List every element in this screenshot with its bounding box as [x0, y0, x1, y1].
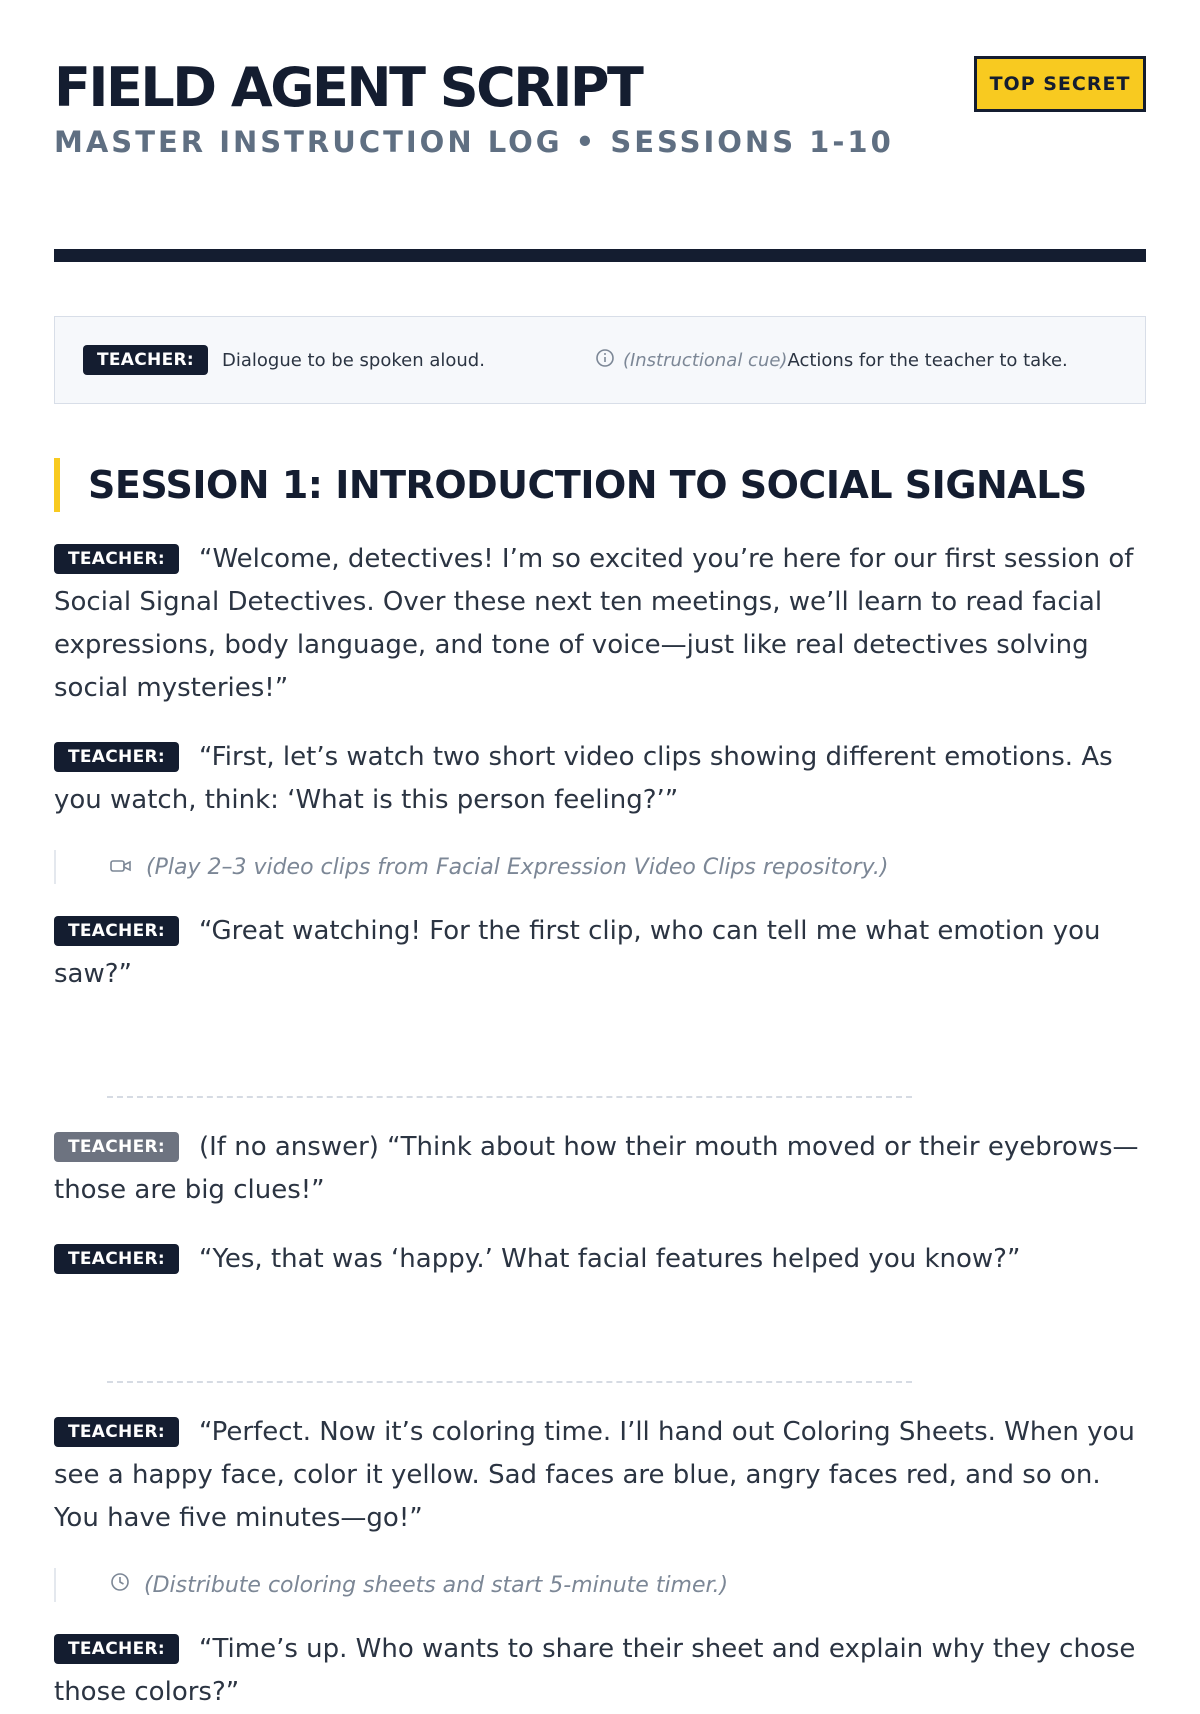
cue-text: (Play 2–3 video clips from Facial Expression Video Clips repository.) [146, 854, 889, 880]
teacher-badge: TEACHER: [54, 544, 179, 574]
teacher-badge: TEACHER: [54, 1417, 179, 1447]
cue-text: (Distribute coloring sheets and start 5-minute timer.) [144, 1572, 729, 1598]
teacher-badge: TEACHER: [54, 916, 179, 946]
teacher-line [54, 1126, 1146, 1212]
dialogue-text: (If no answer) “Think about how their mouth moved or their eyebrows—those are big clues!” [54, 1132, 1139, 1205]
instruction-cue [54, 1568, 1146, 1602]
header [54, 54, 1146, 189]
legend-teacher-desc: Dialogue to be spoken aloud. [221, 349, 485, 371]
dialogue-text: “Time’s up. Who wants to share their sheet and explain why they chose those colors?” [54, 1634, 1136, 1707]
teacher-line [54, 1411, 1146, 1540]
teacher-badge: TEACHER: [54, 1634, 179, 1664]
session-heading [54, 458, 1146, 512]
dialogue-text: “First, let’s watch two short video clips showing different emotions. As you watch, think: ‘What is this person feeling?’” [54, 742, 1113, 815]
response-divider [107, 1096, 912, 1098]
legend [54, 316, 1146, 404]
info-icon [595, 348, 615, 373]
teacher-line [54, 736, 1146, 822]
instruction-cue [54, 850, 1146, 884]
teacher-badge: TEACHER: [54, 742, 179, 772]
session-title: SESSION 1: INTRODUCTION TO SOCIAL SIGNALS [88, 463, 1087, 507]
legend-cue-label: (Instructional cue) [622, 349, 788, 371]
teacher-line [54, 1628, 1146, 1714]
legend-teacher-badge: TEACHER: [83, 345, 208, 375]
teacher-badge: TEACHER: [54, 1132, 179, 1162]
dialogue-text: “Perfect. Now it’s coloring time. I’ll hand out Coloring Sheets. When you see a happy face, color it yellow. Sad faces are blue, angry faces red, and so on. You have five minutes—go!” [54, 1417, 1135, 1533]
dialogue-text: “Yes, that was ‘happy.’ What facial features helped you know?” [198, 1244, 1021, 1274]
response-divider [107, 1381, 912, 1383]
video-camera-icon [110, 855, 146, 880]
teacher-line [54, 538, 1146, 710]
teacher-line [54, 1238, 1146, 1281]
top-secret-stamp: TOP SECRET [974, 56, 1146, 112]
dialogue-text: “Great watching! For the first clip, who can tell me what emotion you saw?” [54, 916, 1101, 989]
clock-icon [110, 1572, 144, 1598]
teacher-badge: TEACHER: [54, 1244, 179, 1274]
page-title: FIELD AGENT SCRIPT [54, 56, 642, 119]
legend-cue-desc: Actions for the teacher to take. [787, 349, 1068, 371]
dialogue-text: “Welcome, detectives! I’m so excited you’re here for our first session of Social Signal Detectives. Over these next ten meetings, we’ll learn to read facial expressions, body language, and tone of voice—just like real detectives solving social mysteries!” [54, 544, 1134, 703]
header-rule [54, 249, 1146, 262]
teacher-line [54, 910, 1146, 996]
page-subtitle: MASTER INSTRUCTION LOG • SESSIONS 1-10 [54, 125, 894, 159]
